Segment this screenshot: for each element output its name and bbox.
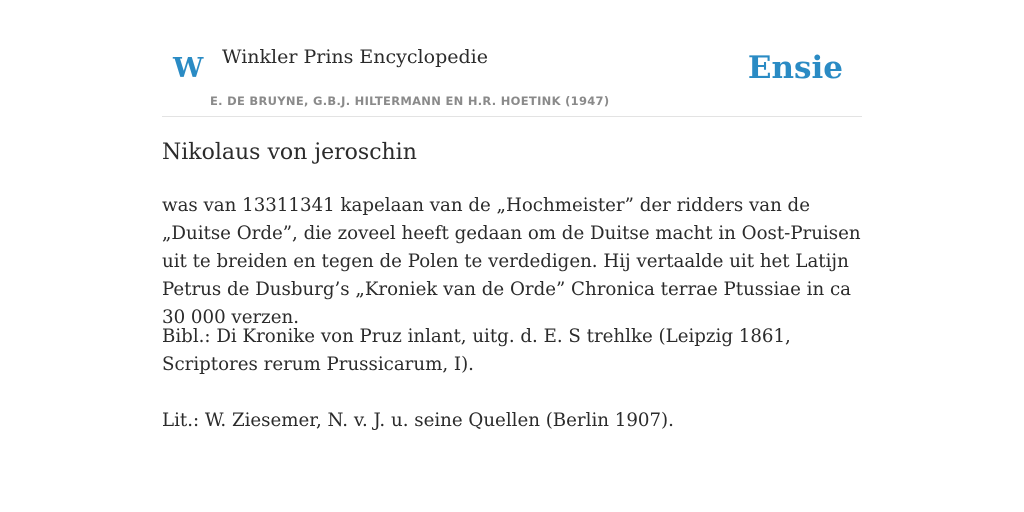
source-header [162, 0, 862, 117]
source-title[interactable]: Winkler Prins Encyclopedie [222, 46, 488, 68]
article-bibliography: Bibl.: Di Kronike von Pruz inlant, uitg. d. E. S trehlke (Leipzig 1861, Scriptores rerum Prussicarum, I). [162, 326, 791, 375]
article-literature: Lit.: W. Ziesemer, N. v. J. u. seine Quellen (Berlin 1907). [162, 410, 674, 431]
article-title: Nikolaus von jeroschin [162, 140, 417, 165]
article-body: was van 13311341 kapelaan van de „Hochmeister” der ridders van de „Duitse Orde”, die zoveel heeft gedaan om de Duitse macht in Oost-Pruisen uit te breiden en tegen de Polen te verdedigen. Hij vertaalde uit het Latijn Petrus de Dusburg’s „Kroniek van de Orde” Chronica terrae Ptussiae in ca 30 000 verzen. [162, 195, 861, 328]
brand-logo[interactable]: Ensie [747, 50, 843, 86]
page-container [162, 0, 862, 431]
source-logo[interactable]: W [173, 53, 204, 84]
source-authors: E. DE BRUYNE, G.B.J. HILTERMANN EN H.R. HOETINK (1947) [210, 94, 610, 108]
